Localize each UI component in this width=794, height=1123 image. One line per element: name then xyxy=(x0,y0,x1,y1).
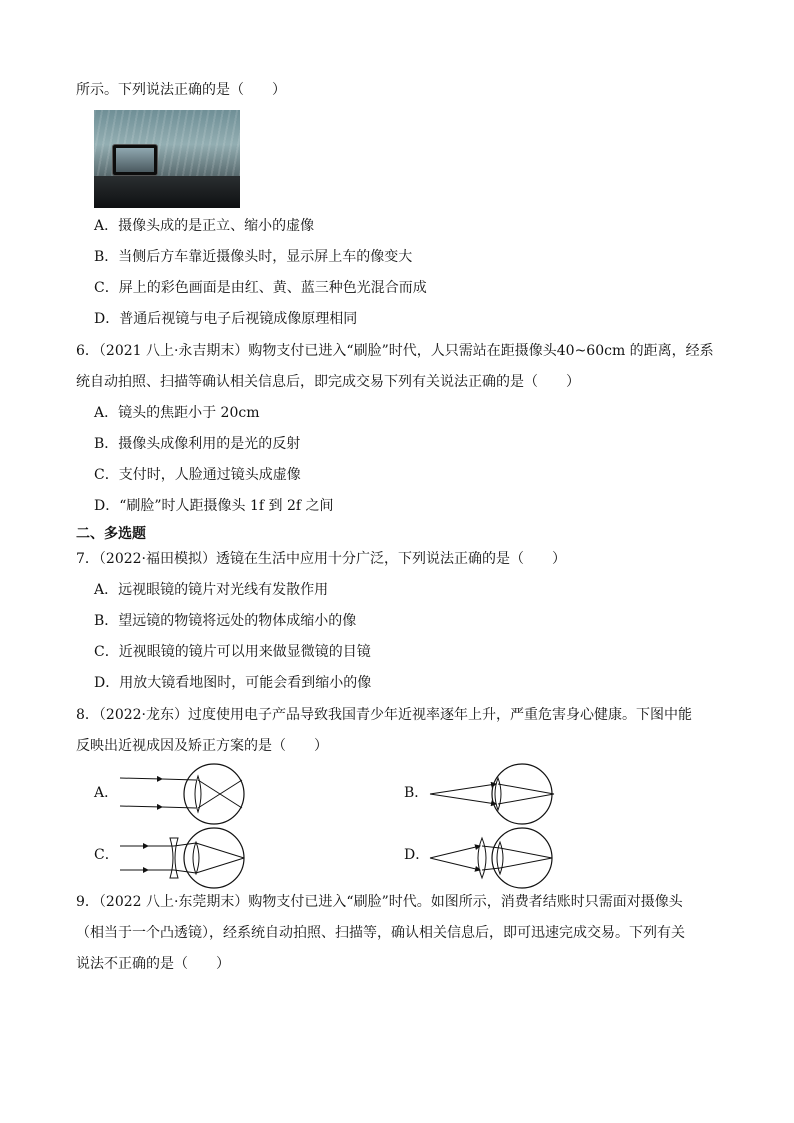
q6-option-b: B．摄像头成像利用的是光的反射 xyxy=(94,436,301,452)
q6-option-a: A．镜头的焦距小于 20cm xyxy=(94,405,260,421)
q6-option-c: C．支付时，人脸通过镜头成虚像 xyxy=(94,467,301,483)
q7-option-a: A．远视眼镜的镜片对光线有发散作用 xyxy=(94,582,329,598)
q9-stem-cont2: 说法不正确的是（ ） xyxy=(76,956,230,972)
diagram-b-eye xyxy=(428,762,558,826)
q5-option-d: D．普通后视镜与电子后视镜成像原理相同 xyxy=(94,311,358,327)
q9-stem-cont: （相当于一个凸透镜），经系统自动拍照、扫描等，确认相关信息后，即可迅速完成交易。下列有关 xyxy=(76,925,685,941)
q5-intro: 所示。下列说法正确的是（ ） xyxy=(76,82,286,98)
diagram-a-label: A． xyxy=(94,785,119,801)
diagram-d-label: D． xyxy=(404,847,430,863)
q7-option-b: B．望远镜的物镜将远处的物体成缩小的像 xyxy=(94,613,357,629)
diagram-c-eye xyxy=(118,826,248,890)
q8-stem: 8．（2022·龙东）过度使用电子产品导致我国青少年近视率逐年上升，严重危害身心健康。下图中能 xyxy=(76,707,692,723)
q7-stem: 7．（2022·福田模拟）透镜在生活中应用十分广泛，下列说法正确的是（ ） xyxy=(76,551,566,567)
diagram-a-eye xyxy=(118,762,248,826)
diagram-c-label: C． xyxy=(94,847,119,863)
q6-option-d: D．“刷脸”时人距摄像头 1f 到 2f 之间 xyxy=(94,498,334,514)
q5-option-b: B．当侧后方车靠近摄像头时，显示屏上车的像变大 xyxy=(94,249,413,265)
diagram-d-eye xyxy=(428,826,558,890)
q6-stem: 6．（2021 八上·永吉期末）购物支付已进入“刷脸”时代，人只需站在距摄像头40~60cm 的距离，经系 xyxy=(76,343,714,359)
q5-option-c: C．屏上的彩色画面是由红、黄、蓝三种色光混合而成 xyxy=(94,280,427,296)
diagram-b-label: B． xyxy=(404,785,429,801)
electronic-mirror-photo xyxy=(94,110,240,208)
q7-option-d: D．用放大镜看地图时，可能会看到缩小的像 xyxy=(94,675,372,691)
section-heading: 二、多选题 xyxy=(76,526,146,542)
q9-stem: 9．（2022 八上·东莞期末）购物支付已进入“刷脸”时代。如图所示，消费者结账时只需面对摄像头 xyxy=(76,894,683,910)
q5-option-a: A．摄像头成的是正立、缩小的虚像 xyxy=(94,218,315,234)
q6-stem-cont: 统自动拍照、扫描等确认相关信息后，即完成交易下列有关说法正确的是（ ） xyxy=(76,374,580,390)
q7-option-c: C．近视眼镜的镜片可以用来做显微镜的目镜 xyxy=(94,644,371,660)
q8-stem-cont: 反映出近视成因及矫正方案的是（ ） xyxy=(76,738,328,754)
